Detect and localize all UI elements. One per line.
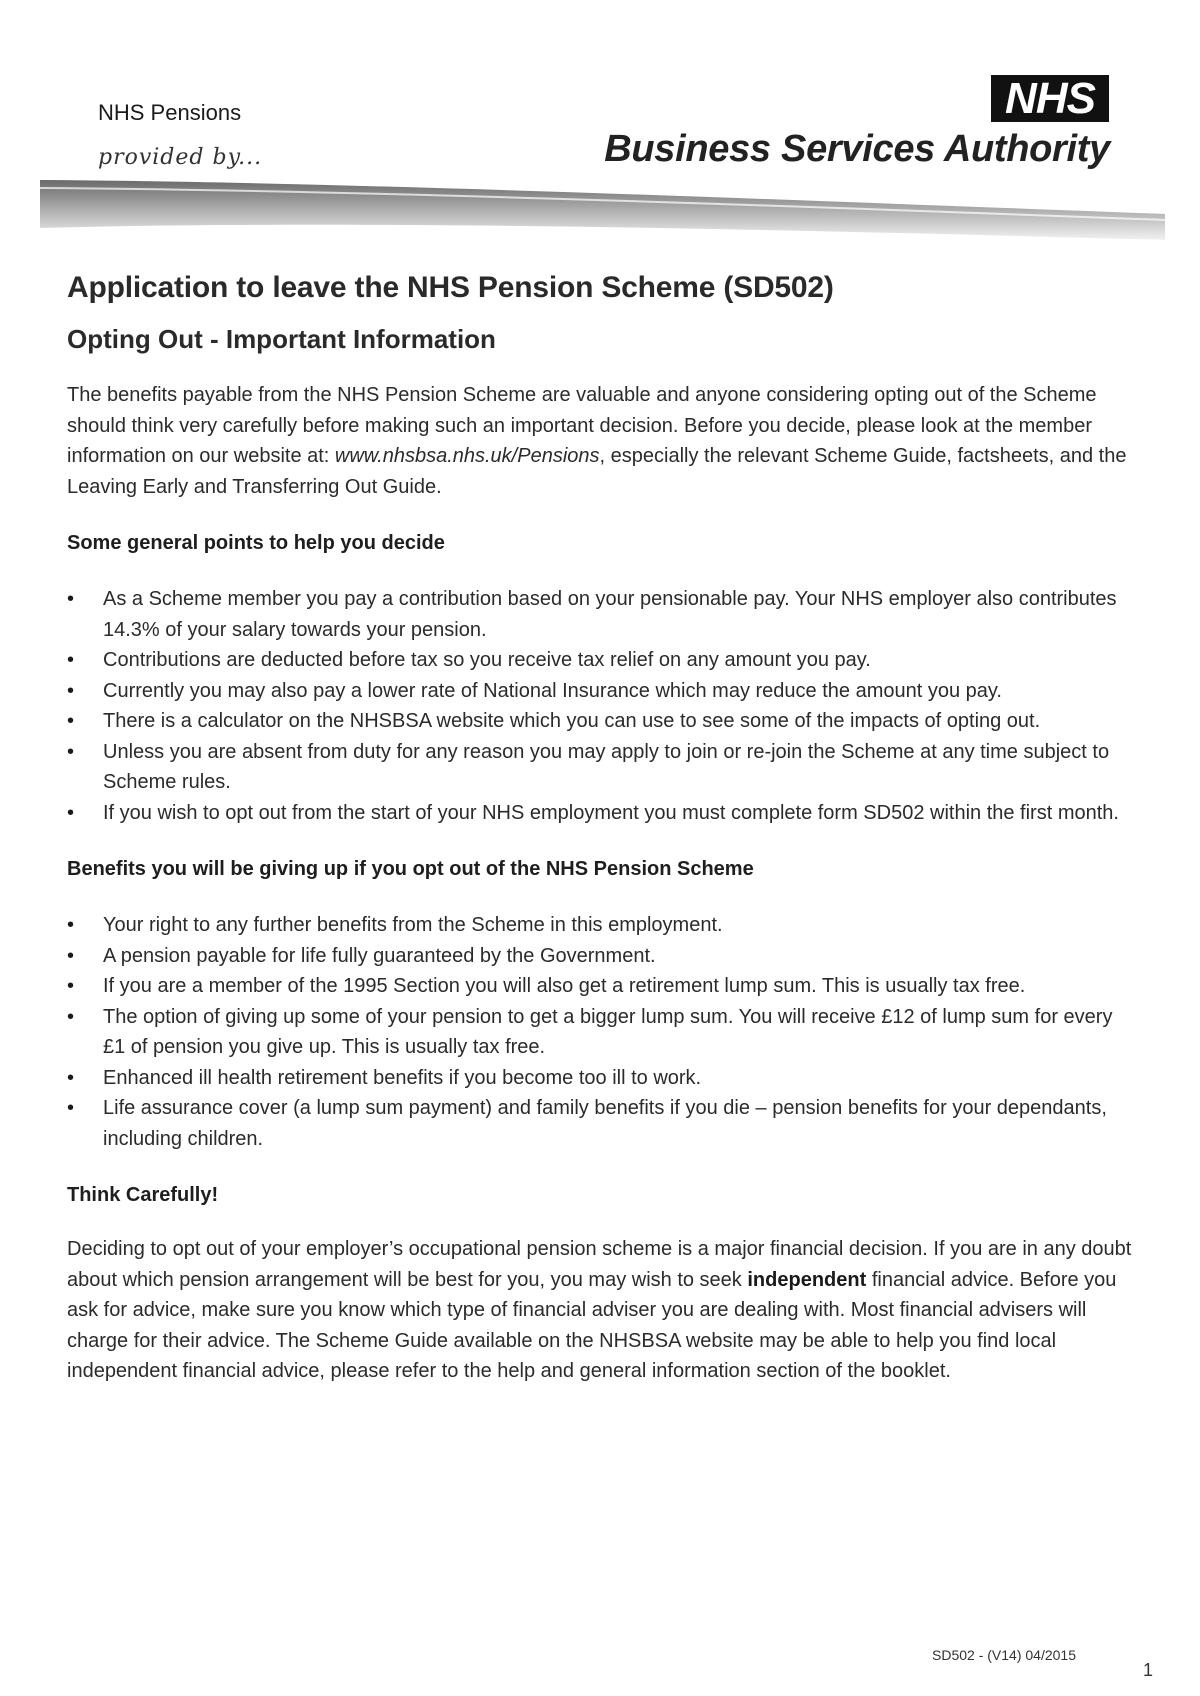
list-item: • As a Scheme member you pay a contribution based on your pensionable pay. Your NHS employer also contributes 14.3% of your salary towards your pension.: [67, 584, 1137, 645]
document-body: [67, 268, 1137, 1387]
general-points-list: [67, 584, 1137, 828]
independent-emphasis: independent: [747, 1268, 867, 1291]
page-subtitle: Opting Out - Important Information: [67, 324, 496, 354]
list-item: • If you wish to opt out from the start of your NHS employment you must complete form SD502 within the first month.: [67, 798, 1137, 829]
list-item: • Currently you may also pay a lower rate of National Insurance which may reduce the amount you pay.: [67, 676, 1137, 707]
list-item: • Life assurance cover (a lump sum payment) and family benefits if you die – pension benefits for your dependants, including children.: [67, 1093, 1137, 1154]
nhs-logo: NHS: [991, 75, 1109, 122]
general-points-heading: Some general points to help you decide: [67, 532, 445, 554]
intro-text-2: , especially the relevant Scheme Guide, factsheets, and the Leaving Early and Transferring Out Guide.: [67, 445, 1127, 498]
benefits-list: [67, 910, 1137, 1154]
authority-name: Business Services Authority: [604, 128, 1110, 170]
list-item: • Enhanced ill health retirement benefits if you become too ill to work.: [67, 1063, 1137, 1094]
tagline: provided by...: [98, 145, 263, 170]
list-item: • Your right to any further benefits from the Scheme in this employment.: [67, 910, 1137, 941]
intro-text-1: The benefits payable from the NHS Pension Scheme are valuable and anyone considering opting out of the Scheme should think very carefully before making such an important decision. Before you decide, please look at the member information on our website at:: [67, 384, 1097, 467]
intro-paragraph: [67, 380, 1137, 502]
think-text-2: financial advice. Before you ask for advice, make sure you know which type of financial adviser you are dealing with. Most financial advisers will charge for their advice. The Scheme Guide available on the NHSBSA website may be able to help you find local independent financial advice, please refer to the help and general information section of the booklet.: [67, 1268, 1117, 1382]
list-item: • The option of giving up some of your pension to get a bigger lump sum. You will receive £12 of lump sum for every £1 of pension you give up. This is usually tax free.: [67, 1002, 1137, 1063]
list-item: • If you are a member of the 1995 Section you will also get a retirement lump sum. This is usually tax free.: [67, 971, 1137, 1002]
page-number: 1: [1143, 1660, 1154, 1680]
benefits-heading: Benefits you will be giving up if you opt out of the NHS Pension Scheme: [67, 858, 754, 880]
think-carefully-paragraph: [67, 1234, 1137, 1387]
list-item: • Contributions are deducted before tax so you receive tax relief on any amount you pay.: [67, 645, 1137, 676]
page-title: Application to leave the NHS Pension Scheme (SD502): [67, 271, 834, 304]
org-name: NHS Pensions: [98, 100, 242, 125]
form-version-code: SD502 - (V14) 04/2015: [932, 1647, 1076, 1663]
think-text-1: Deciding to opt out of your employer’s occupational pension scheme is a major financial decision. If you are in any doubt about which pension arrangement will be best for you, you may wish to seek: [67, 1238, 1132, 1291]
website-link[interactable]: www.nhsbsa.nhs.uk/Pensions: [334, 445, 600, 467]
list-item: • Unless you are absent from duty for any reason you may apply to join or re-join the Scheme at any time subject to Scheme rules.: [67, 737, 1137, 798]
header-swoosh-decoration: [40, 180, 1165, 260]
list-item: • There is a calculator on the NHSBSA website which you can use to see some of the impacts of opting out.: [67, 706, 1137, 737]
list-item: • A pension payable for life fully guaranteed by the Government.: [67, 941, 1137, 972]
think-carefully-heading: Think Carefully!: [67, 1184, 219, 1206]
